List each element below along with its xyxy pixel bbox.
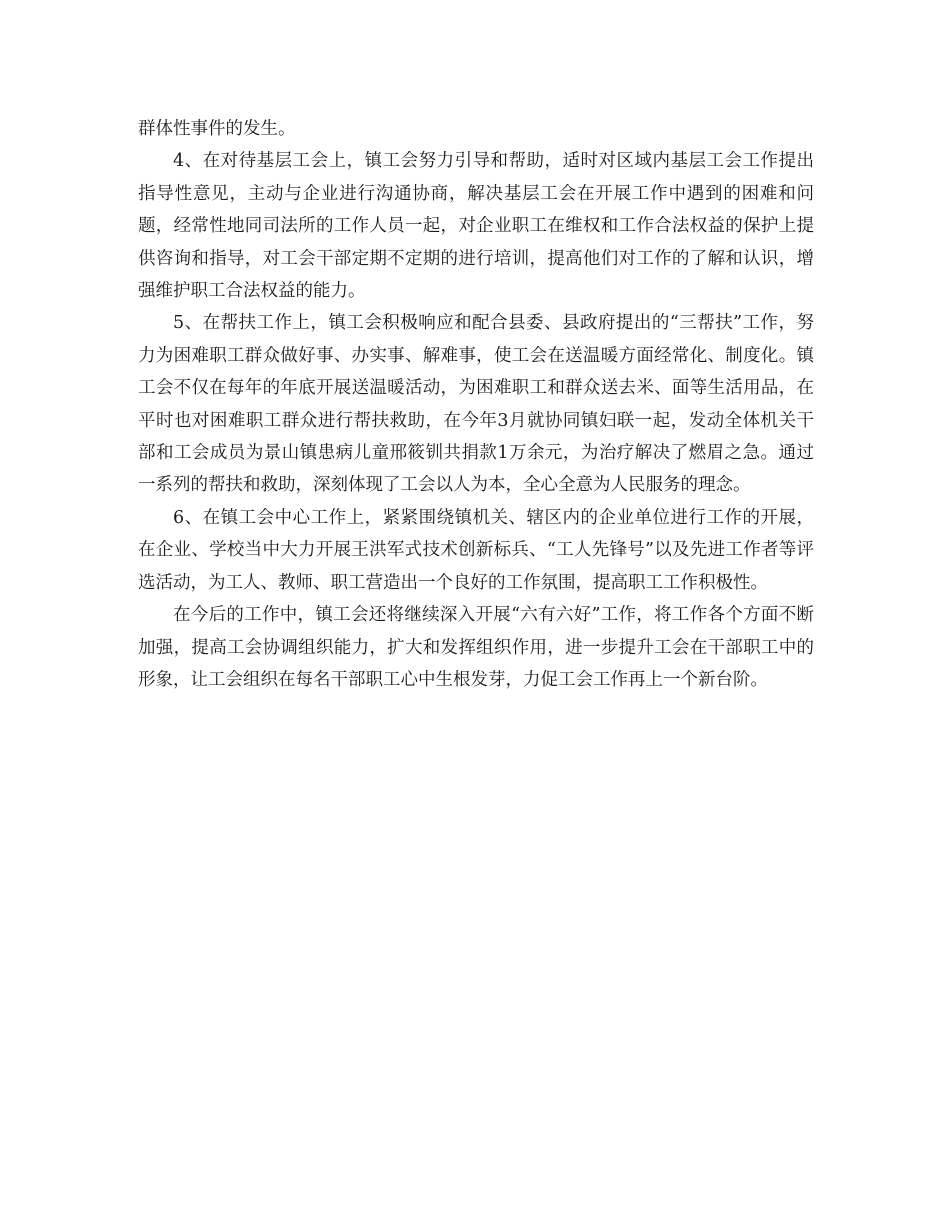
paragraph-item-4: 4、在对待基层工会上，镇工会努力引导和帮助，适时对区域内基层工会工作提出指导性意见，主动与企业进行沟通协商，解决基层工会在开展工作中遇到的困难和问题，经常性地同司法所的工作人员一起，对企业职工在维权和工作合法权益的保护上提供咨询和指导，对工会干部定期不定期的进行培训，提高他们对工作的了解和认识，增强维护职工合法权益的能力。 <box>138 151 814 302</box>
paragraph-continuation: 群体性事件的发生。 <box>138 119 296 139</box>
paragraph-item-5: 5、在帮扶工作上，镇工会积极响应和配合县委、县政府提出的“三帮扶”工作，努力为困难职工群众做好事、办实事、解难事，使工会在送温暖方面经常化、制度化。镇工会不仅在每年的年底开展送温暖活动，为困难职工和群众送去米、面等生活用品，在平时也对困难职工群众进行帮扶救助，在今年3月就协同镇妇联一起，发动全体机关干部和工会成员为景山镇患病儿童邢筱钏共捐款1万余元，为治疗解决了燃眉之急。通过一系列的帮扶和救助，深刻体现了工会以人为本，全心全意为人民服务的理念。 <box>138 313 814 496</box>
paragraph-conclusion: 在今后的工作中，镇工会还将继续深入开展“六有六好”工作，将工作各个方面不断加强，提高工会协调组织能力，扩大和发挥组织作用，进一步提升工会在干部职工中的形象，让工会组织在每名干部职工心中生根发芽，力促工会工作再上一个新台阶。 <box>138 605 814 690</box>
document-body <box>138 113 814 696</box>
paragraph-item-6: 6、在镇工会中心工作上，紧紧围绕镇机关、辖区内的企业单位进行工作的开展，在企业、学校当中大力开展王洪军式技术创新标兵、“工人先锋号”以及先进工作者等评选活动，为工人、教师、职工营造出一个良好的工作氛围，提高职工工作积极性。 <box>138 507 814 593</box>
